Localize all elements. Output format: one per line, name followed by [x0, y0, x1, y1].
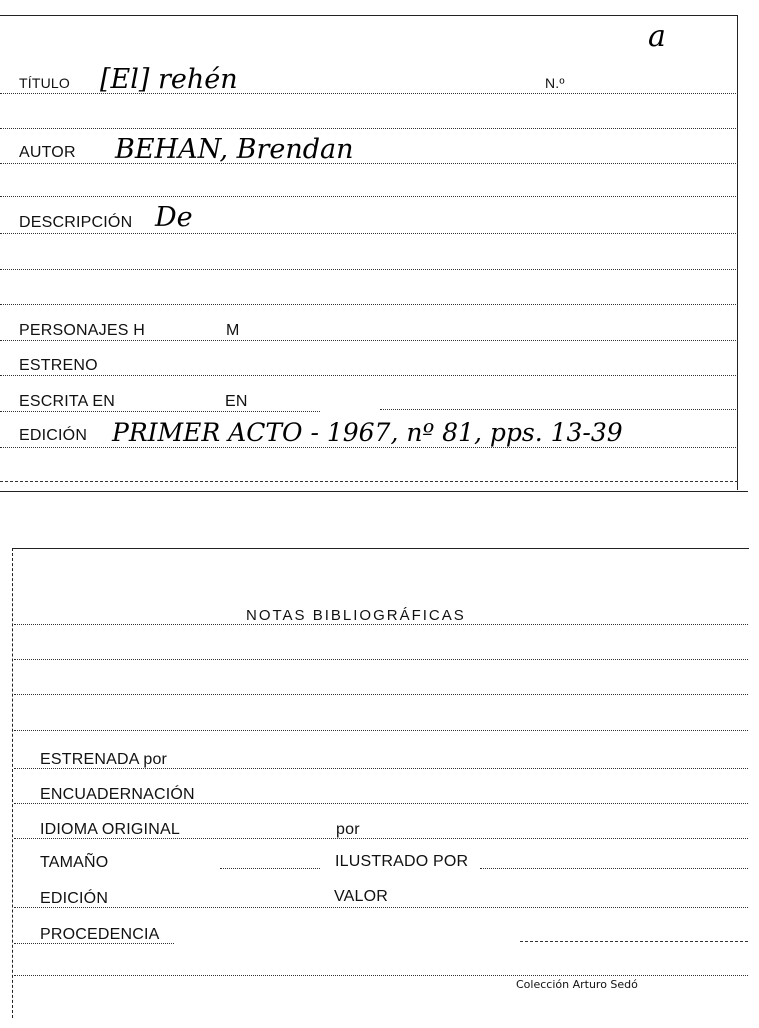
- personajes-label: PERSONAJES H: [19, 322, 145, 339]
- rule-bottom-top-card: [0, 481, 738, 482]
- card-top-border: [0, 15, 738, 16]
- rule-edicion2: [14, 907, 748, 908]
- card-right-border: [737, 15, 738, 490]
- rule-titulo: [0, 93, 738, 94]
- edicion-label: EDICIÓN: [19, 427, 88, 444]
- estreno-label: ESTRENO: [19, 357, 98, 374]
- rule-tamano: [220, 868, 320, 869]
- encuadernacion-label: ENCUADERNACIÓN: [40, 786, 195, 803]
- rule-escrita: [0, 411, 320, 412]
- estrenada-label: ESTRENADA por: [40, 751, 168, 768]
- rule-estrenada: [14, 768, 748, 769]
- rule-ilustrado: [480, 868, 748, 869]
- escrita-label: ESCRITA EN: [19, 393, 115, 410]
- rule-idioma: [14, 838, 748, 839]
- card2-top-border: [12, 548, 749, 549]
- rule-procedencia: [14, 943, 174, 944]
- rule-personajes: [0, 340, 738, 341]
- tamano-label: TAMAÑO: [40, 854, 109, 871]
- rule-notas: [14, 624, 748, 625]
- en-label: EN: [225, 393, 248, 410]
- rule-escrita-right: [380, 409, 738, 410]
- rule-n2: [14, 694, 748, 695]
- por-label: por: [336, 821, 360, 838]
- edicion-value: PRIMER ACTO - 1967, nº 81, pps. 13-39: [112, 418, 623, 447]
- titulo-value: [El] rehén: [100, 64, 238, 95]
- rule-n3: [14, 730, 748, 731]
- autor-label: AUTOR: [19, 144, 76, 161]
- edicion2-label: EDICIÓN: [40, 890, 109, 907]
- rule-procedencia-right: [520, 941, 748, 942]
- corner-mark: a: [648, 19, 666, 54]
- notas-heading: NOTAS BIBLIOGRÁFICAS: [246, 607, 466, 624]
- rule-edicion: [0, 447, 738, 448]
- card2-left-border: [12, 548, 13, 1018]
- titulo-label: TÍTULO: [19, 75, 70, 91]
- rule-3: [0, 269, 738, 270]
- rule-estreno: [0, 375, 738, 376]
- rule-n1: [14, 659, 748, 660]
- rule-encuadernacion: [14, 803, 748, 804]
- descripcion-label: DESCRIPCIÓN: [19, 214, 133, 231]
- rule-1: [0, 128, 738, 129]
- m-label: M: [226, 322, 240, 339]
- ilustrado-label: ILUSTRADO POR: [335, 853, 469, 870]
- card-bottom-border: [0, 491, 748, 492]
- rule-final: [14, 975, 748, 976]
- rule-descripcion: [0, 233, 738, 234]
- descripcion-value: De: [155, 202, 193, 233]
- rule-4: [0, 304, 738, 305]
- autor-value: BEHAN, Brendan: [115, 134, 354, 165]
- rule-autor: [0, 163, 738, 164]
- procedencia-label: PROCEDENCIA: [40, 926, 160, 943]
- numero-label: N.º: [545, 75, 565, 91]
- collection-stamp: Colección Arturo Sedó: [516, 978, 638, 991]
- valor-label: VALOR: [334, 888, 389, 905]
- rule-2: [0, 196, 738, 197]
- idioma-label: IDIOMA ORIGINAL: [40, 821, 180, 838]
